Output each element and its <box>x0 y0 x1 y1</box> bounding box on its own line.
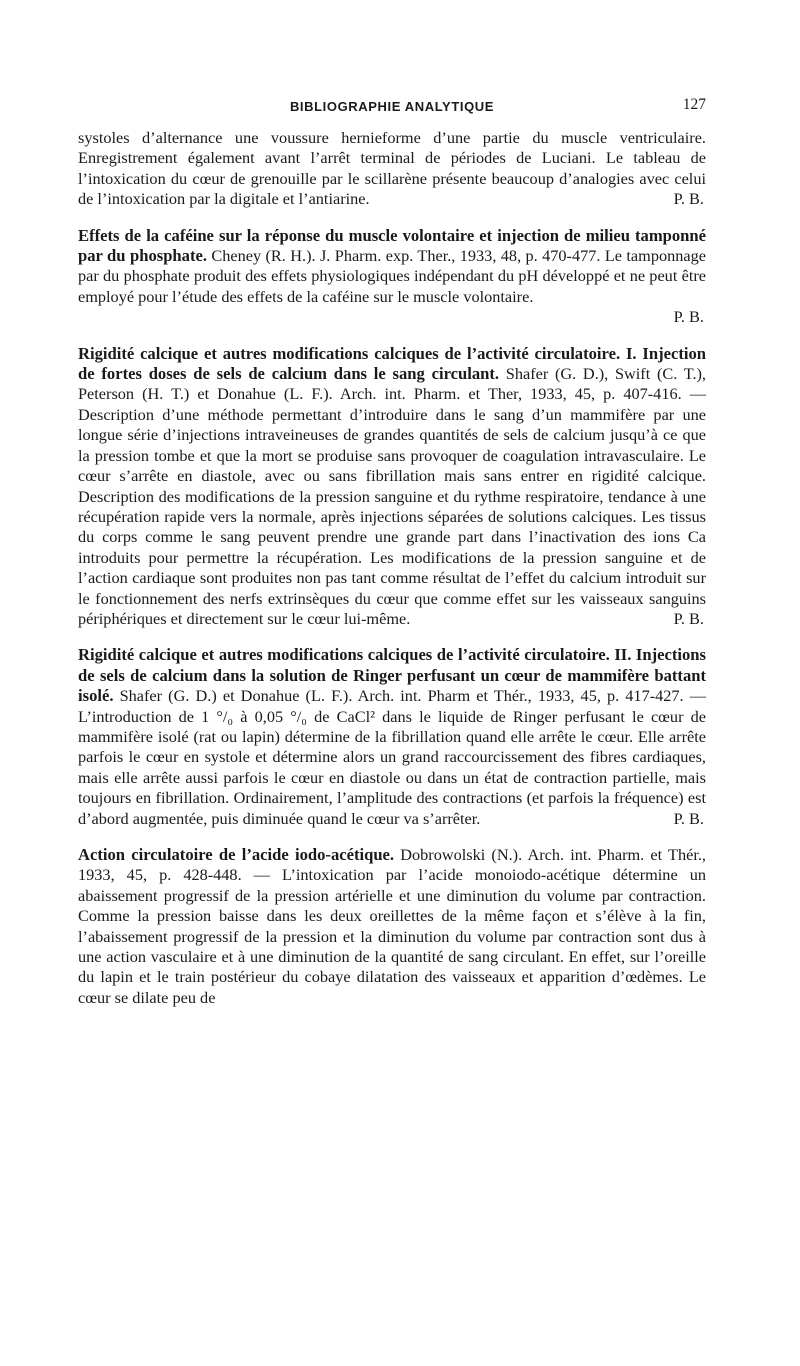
page-body <box>78 128 706 1008</box>
entry-rigidite-1 <box>78 344 706 630</box>
entry-text: Shafer (G. D.), Swift (C. T.), Peterson (H. T.) et Donahue (L. F.). Arch. int. Pharm. et Ther, 1933, 45, p. 407-416. — Description d’une méthode permettant d’introduire dans le sang d’un mammifère par une longue série d’injections intraveineuses de grandes quantités de sels de calcium jusqu’à ce que la pression tombe et que la mort se produise sans provoquer de coagulation intravasculaire. Le cœur s’arrête en diastole, avec ou sans fibrillation mais sans entrer en rigidité calcique. Description des modifications de la pression sanguine et du rythme respiratoire, tendance à une récupération rapide vers la normale, après injections séparées de solutions calciques. Les tissus du corps comme le sang peuvent prendre une grande part dans l’inactivation des ions Ca introduits pour permettre la récupération. Les modifications de la pression sanguine et de l’action cardiaque sont produites non pas tant comme résultat de l’effet du calcium introduit sur le fonctionnement des nerfs extrinsèques du cœur que comme effet sur les vaisseaux sanguins périphériques et directement sur le cœur lui-même. <box>78 364 707 628</box>
entry-continuation <box>78 128 706 210</box>
entry-signature: P. B. <box>673 808 704 828</box>
entry-rigidite-2 <box>78 645 706 829</box>
entry-iodo-acetique <box>78 845 706 1008</box>
entry-title: Effets de la caféine sur la réponse du muscle volontaire et injection de milieu tamponné par du phosphate. <box>78 225 706 266</box>
entry-cafeine <box>78 226 706 328</box>
entry-text: Shafer (G. D.) et Donahue (L. F.). Arch. int. Pharm et Thér., 1933, 45, p. 417-427. — L’introduction de 1 °/₀ à 0,05 °/₀ de CaCl² dans le liquide de Ringer perfusant le cœur de mammifère isolé (rat ou lapin) détermine de la fibrillation quand elle arrête le cœur. Elle arrête parfois le cœur en systole et détermine alors un grand raccourcissement des fibres cardiaques, mais elle arrête aussi parfois le cœur en diastole ou dans un état de contraction partielle, mais toujours en fibrillation. Ordinairement, l’amplitude des contractions (et parfois la fréquence) est d’abord augmentée, puis diminuée quand le cœur va s’arrêter. <box>78 686 706 828</box>
entry-text: Dobrowolski (N.). Arch. int. Pharm. et Thér., 1933, 45, p. 428-448. — L’intoxication par l’acide monoiodo-acétique détermine un abaissement progressif de la pression artérielle et une diminution du volume par contraction. Comme la pression baisse dans les deux oreillettes de la même façon et s’élève à la fin, l’abaissement progressif de la pression et la diminution du volume par contraction sont dus à une action vasculaire et à une diminution de la quantité de sang circulant. En effet, sur l’oreille du lapin et le train postérieur du cobaye dilatation des vaisseaux et apparition d’œdèmes. Le cœur se dilate peu de <box>78 845 706 1007</box>
running-head: BIBLIOGRAPHIE ANALYTIQUE <box>289 99 495 114</box>
entry-signature: P. B. <box>673 189 704 209</box>
entry-text: Cheney (R. H.). J. Pharm. exp. Ther., 1933, 48, p. 470-477. Le tamponnage par du phosphate produit des effets physiologiques indépendant du pH développé et ne peut être employé pour l’étude des effets de la caféine sur le muscle volontaire. <box>78 246 706 306</box>
page-number: 127 <box>682 96 706 113</box>
entry-signature: P. B. <box>673 307 704 327</box>
entry-title: Action circulatoire de l’acide iodo-acétique. <box>78 845 395 864</box>
document-page <box>78 98 706 1008</box>
entry-title: Rigidité calcique et autres modifications calciques de l’activité circulatoire. II. Injections de sels de calcium dans la solution de Ringer perfusant un cœur de mammifère battant isolé. <box>78 645 706 706</box>
entry-text: systoles d’alternance une voussure hernieforme d’une partie du muscle ventriculaire. Enregistrement également avant l’arrêt terminal de périodes de Luciani. Le tableau de l’intoxication du cœur de grenouille par le scillarène présente beaucoup d’analogies avec celui de l’intoxication par la digitale et l’antiarine. <box>78 128 706 209</box>
page-header <box>78 98 706 124</box>
entry-signature: P. B. <box>673 608 704 628</box>
entry-title: Rigidité calcique et autres modifications calciques de l’activité circulatoire. I. Injection de fortes doses de sels de calcium dans le sang circulant. <box>78 343 706 384</box>
